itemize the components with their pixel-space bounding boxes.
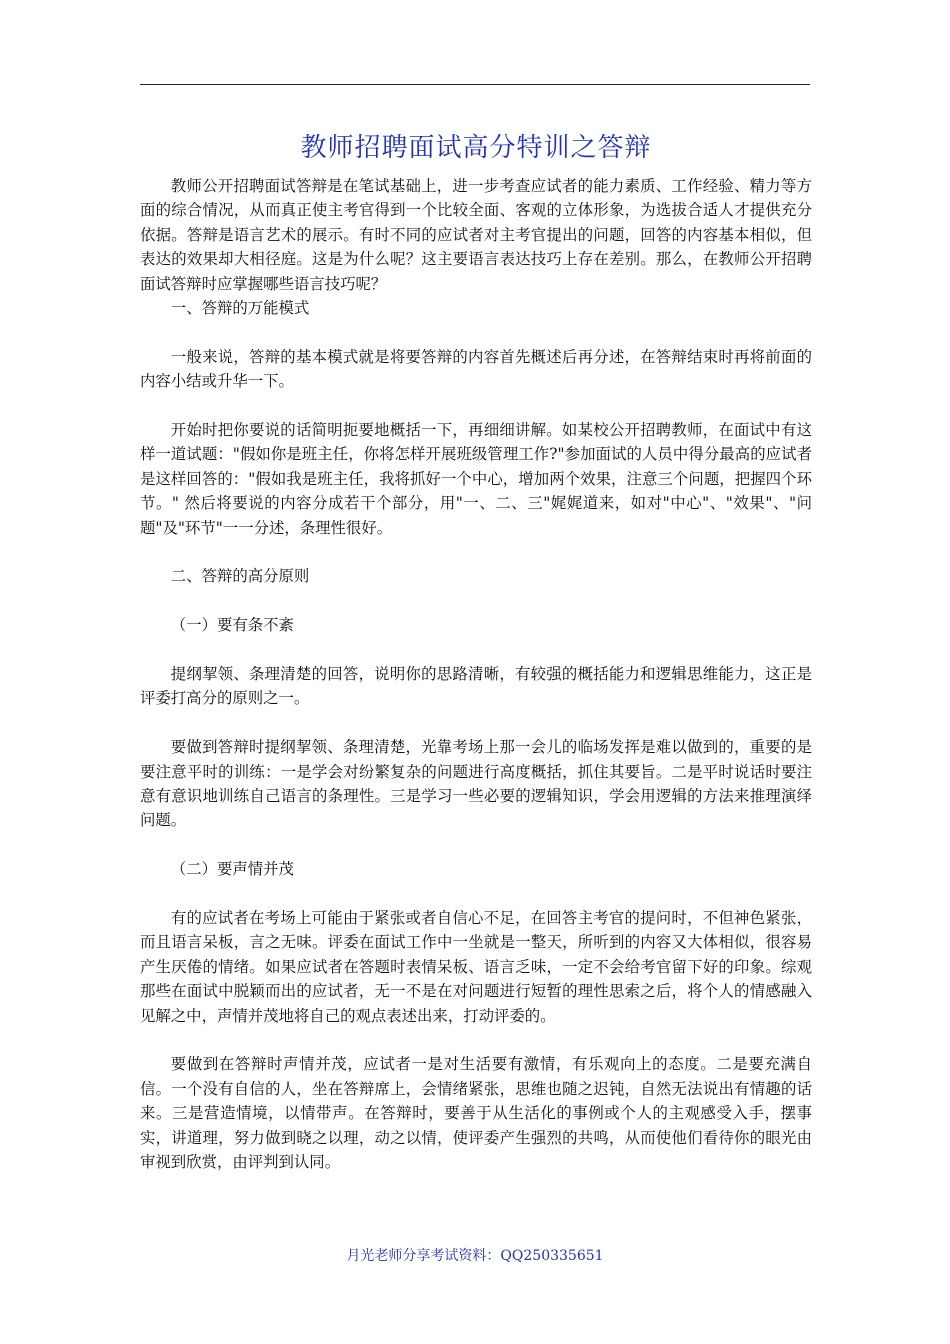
document-title: 教师招聘面试高分特训之答辩 [300, 133, 652, 163]
section-heading-1: 一、答辩的万能模式 [170, 299, 310, 318]
section-heading-2: 二、答辩的高分原则 [170, 567, 310, 586]
header-rule [140, 84, 810, 85]
subsection-heading-1: （一）要有条不紊 [170, 616, 294, 635]
paragraph: 一般来说，答辩的基本模式就是将要答辩的内容首先概述后再分述，在答辩结束时再将前面的内容小结或升华一下。 [140, 347, 812, 391]
paragraph: 有的应试者在考场上可能由于紧张或者自信心不足，在回答主考官的提问时，不但神色紧张，而且语言呆板，言之无味。评委在面试工作中一坐就是一整天，所听到的内容又大体相似，很容易产生厌倦的情绪。如果应试者在答题时表情呆板、语言乏味，一定不会给考官留下好的印象。综观那些在面试中脱颖而出的应试者，无一不是在对问题进行短暂的理性思索之后，将个人的情感融入见解之中，声情并茂地将自己的观点表述出来，打动评委的。 [140, 909, 812, 1025]
document-body [140, 130, 812, 1175]
footer-note: 月光老师分享考试资料：QQ250335651 [346, 1248, 604, 1264]
paragraph: 提纲挈领、条理清楚的回答，说明你的思路清晰，有较强的概括能力和逻辑思维能力，这正是评委打高分的原则之一。 [140, 665, 812, 708]
paragraph: 要做到在答辩时声情并茂，应试者一是对生活要有激情，有乐观向上的态度。二是要充满自信。一个没有自信的人，坐在答辩席上，会情绪紧张，思维也随之迟钝，自然无法说出有情趣的话来。三是营造情境，以情带声。在答辩时，要善于从生活化的事例或个人的主观感受入手，摆事实，讲道理，努力做到晓之以理，动之以情，使评委产生强烈的共鸣，从而使他们看待你的眼光由审视到欣赏，由评判到认同。 [140, 1055, 812, 1172]
intro-paragraph: 教师公开招聘面试答辩是在笔试基础上，进一步考查应试者的能力素质、工作经验、精力等方面的综合情况，从而真正使主考官得到一个比较全面、客观的立体形象，为选拔合适人才提供充分依据。答辩是语言艺术的展示。有时不同的应试者对主考官提出的问题，回答的内容基本相似，但表达的效果却大相径庭。这是为什么呢？这主要语言表达技巧上存在差别。那么，在教师公开招聘面试答辩时应掌握哪些语言技巧呢？ [140, 177, 812, 293]
paragraph: 要做到答辩时提纲挈领、条理清楚，光靠考场上那一会儿的临场发挥是难以做到的，重要的是要注意平时的训练：一是学会对纷繁复杂的问题进行高度概括，抓住其要旨。二是平时说话时要注意有意识地训练自己语言的条理性。三是学习一些必要的逻辑知识，学会用逻辑的方法来推理演绎问题。 [140, 738, 812, 830]
paragraph: 开始时把你要说的话简明扼要地概括一下，再细细讲解。如某校公开招聘教师，在面试中有这样一道试题："假如你是班主任，你将怎样开展班级管理工作?"参加面试的人员中得分最高的应试者是这样回答的："假如我是班主任，我将抓好一个中心，增加两个效果，注意三个问题，把握四个环节。" 然后将要说的内容分成若干个部分，用"一、二、三"娓娓道来，如对"中心"、"效果"、"问题"及"环节"一一分述，条理性很好。 [140, 421, 812, 537]
subsection-heading-2: （二）要声情并茂 [170, 860, 294, 879]
